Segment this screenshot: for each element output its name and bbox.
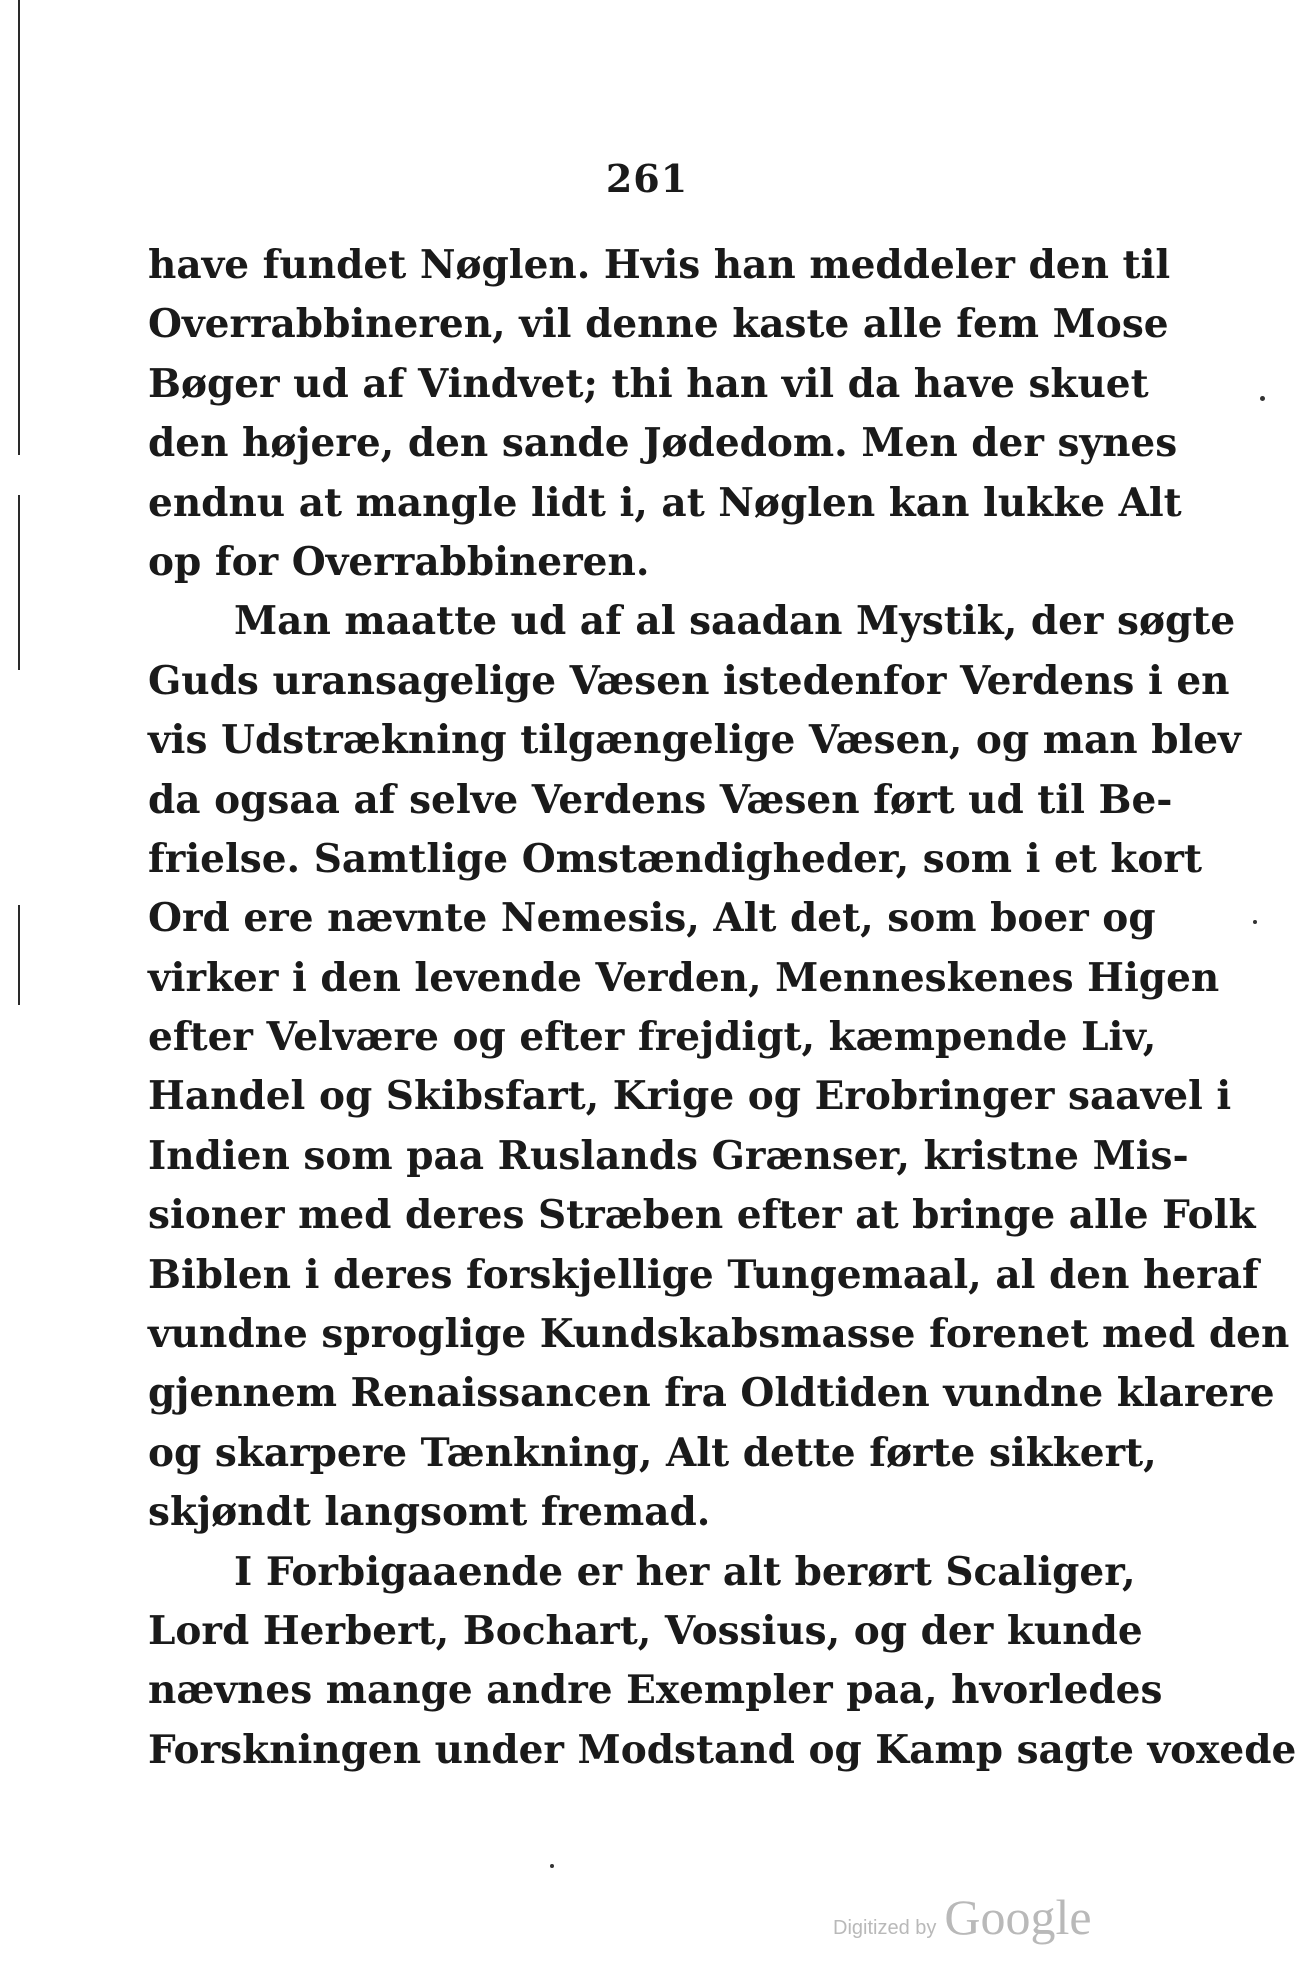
text-line: sioner med deres Stræben efter at bringe alle Folk: [148, 1192, 1256, 1239]
text-line: Guds uransagelige Væsen istedenfor Verdens i en: [148, 657, 1230, 704]
text-line: Overrabbineren, vil denne kaste alle fem Mose: [148, 301, 1169, 348]
text-line: endnu at mangle lidt i, at Nøglen kan lukke Alt: [148, 479, 1182, 526]
google-logo: Google: [944, 1889, 1092, 1945]
paragraph-start-line: I Forbigaaende er her alt berørt Scaliger,: [234, 1548, 1136, 1595]
scan-speck: [550, 1864, 554, 1868]
text-line: vis Udstrækning tilgængelige Væsen, og man blev: [148, 717, 1241, 764]
scan-speck: [1260, 396, 1265, 401]
scan-edge-rule-middle: [18, 495, 20, 670]
text-line: da ogsaa af selve Verdens Væsen ført ud til Be-: [148, 776, 1173, 823]
text-line: frielse. Samtlige Omstændigheder, som i et kort: [148, 835, 1202, 882]
text-line: Indien som paa Ruslands Grænser, kristne Mis-: [148, 1132, 1189, 1179]
scan-edge-rule-bottom: [18, 905, 20, 1005]
text-line: Lord Herbert, Bochart, Vossius, og der kunde: [148, 1607, 1143, 1654]
digitized-by-google-watermark: [833, 1888, 1092, 1946]
page-body: [148, 236, 1296, 1780]
scan-edge-rule-top: [18, 0, 20, 455]
text-line: virker i den levende Verden, Menneskenes Higen: [148, 954, 1220, 1001]
text-line: Bøger ud af Vindvet; thi han vil da have skuet: [148, 360, 1149, 407]
text-line: og skarpere Tænkning, Alt dette førte sikkert,: [148, 1429, 1157, 1476]
text-line: nævnes mange andre Exempler paa, hvorledes: [148, 1667, 1163, 1714]
text-line: Biblen i deres forskjellige Tungemaal, al den heraf: [148, 1251, 1259, 1298]
text-line: Ord ere nævnte Nemesis, Alt det, som boer og: [148, 895, 1156, 942]
text-line: Forskningen under Modstand og Kamp sagte voxede: [148, 1726, 1296, 1773]
text-line: op for Overrabbineren.: [148, 538, 650, 585]
text-line: gjennem Renaissancen fra Oldtiden vundne klarere: [148, 1370, 1275, 1417]
scan-speck: [1253, 920, 1257, 924]
paragraph-start-line: Man maatte ud af al saadan Mystik, der søgte: [234, 598, 1236, 645]
text-line: efter Velvære og efter frejdigt, kæmpende Liv,: [148, 1014, 1157, 1061]
text-line: den højere, den sande Jødedom. Men der synes: [148, 420, 1178, 467]
page-number: 261: [605, 156, 689, 201]
text-line: vundne sproglige Kundskabsmasse forenet med den: [148, 1311, 1290, 1358]
text-line: skjøndt langsomt fremad.: [148, 1489, 711, 1536]
text-line: Handel og Skibsfart, Krige og Erobringer saavel i: [148, 1073, 1232, 1120]
watermark-prefix: Digitized by: [833, 1917, 937, 1939]
text-line: have fundet Nøglen. Hvis han meddeler den til: [148, 242, 1171, 288]
